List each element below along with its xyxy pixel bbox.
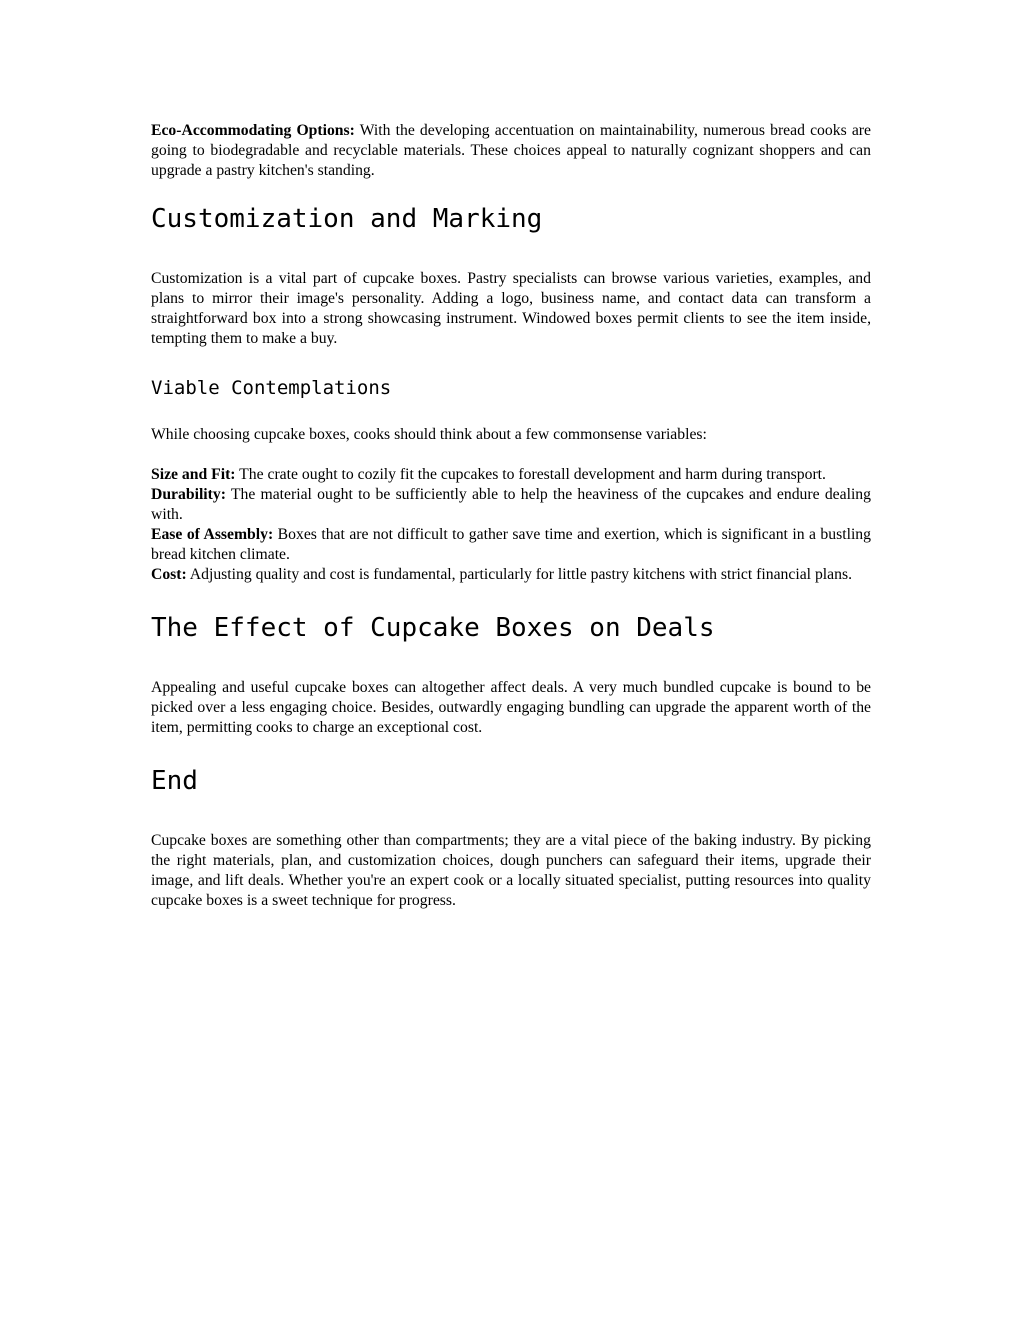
list-item: [151, 465, 871, 485]
viable-lead-paragraph: While choosing cupcake boxes, cooks should think about a few commonsense variables:: [151, 426, 707, 443]
size-fit-label: Size and Fit:: [151, 466, 236, 483]
cost-text: Adjusting quality and cost is fundamental, particularly for little pastry kitchens with strict financial plans.: [186, 566, 852, 583]
cost-item: [151, 565, 871, 585]
list-item: [151, 525, 871, 565]
eco-options-text: With the developing accentuation on maintainability, numerous bread cooks are going to biodegradable and recyclable materials. These choices appeal to naturally cognizant shoppers and can upgrade a pastry kitchen's standing.: [151, 122, 871, 179]
effect-heading: The Effect of Cupcake Boxes on Deals: [151, 613, 715, 643]
durability-label: Durability:: [151, 486, 226, 503]
list-item: [151, 565, 871, 585]
size-fit-item: [151, 465, 871, 485]
end-heading: End: [151, 766, 198, 796]
size-fit-text: The crate ought to cozily fit the cupcakes to forestall development and harm during transport.: [235, 466, 826, 483]
cost-label: Cost:: [151, 566, 187, 583]
viable-heading: Viable Contemplations: [151, 377, 392, 399]
customization-heading: Customization and Marking: [151, 204, 543, 234]
considerations-list: [151, 465, 871, 585]
effect-paragraph: Appealing and useful cupcake boxes can altogether affect deals. A very much bundled cupcake is bound to be picked over a less engaging choice. Besides, outwardly engaging bundling can upgrade the apparent worth of the item, permitting cooks to charge an exceptional cost.: [151, 679, 871, 736]
document-page: [151, 121, 871, 911]
customization-paragraph: Customization is a vital part of cupcake boxes. Pastry specialists can browse various varieties, examples, and plans to mirror their image's personality. Adding a logo, business name, and contact data can transform a straightforward box into a strong showcasing instrument. Windowed boxes permit clients to see the item inside, tempting them to make a buy.: [151, 270, 871, 347]
assembly-item: [151, 525, 871, 565]
durability-item: [151, 485, 871, 525]
end-paragraph: Cupcake boxes are something other than compartments; they are a vital piece of the baking industry. By picking the right materials, plan, and customization choices, dough punchers can safeguard their items, upgrade their image, and lift deals. Whether you're an expert cook or a locally situated specialist, putting resources into quality cupcake boxes is a sweet technique for progress.: [151, 832, 871, 909]
eco-options-paragraph: [151, 121, 871, 181]
list-item: [151, 485, 871, 525]
assembly-text: Boxes that are not difficult to gather save time and exertion, which is significant in a bustling bread kitchen climate.: [151, 526, 871, 563]
eco-options-label: Eco-Accommodating Options:: [151, 122, 355, 139]
assembly-label: Ease of Assembly:: [151, 526, 274, 543]
durability-text: The material ought to be sufficiently able to help the heaviness of the cupcakes and endure dealing with.: [151, 486, 871, 523]
